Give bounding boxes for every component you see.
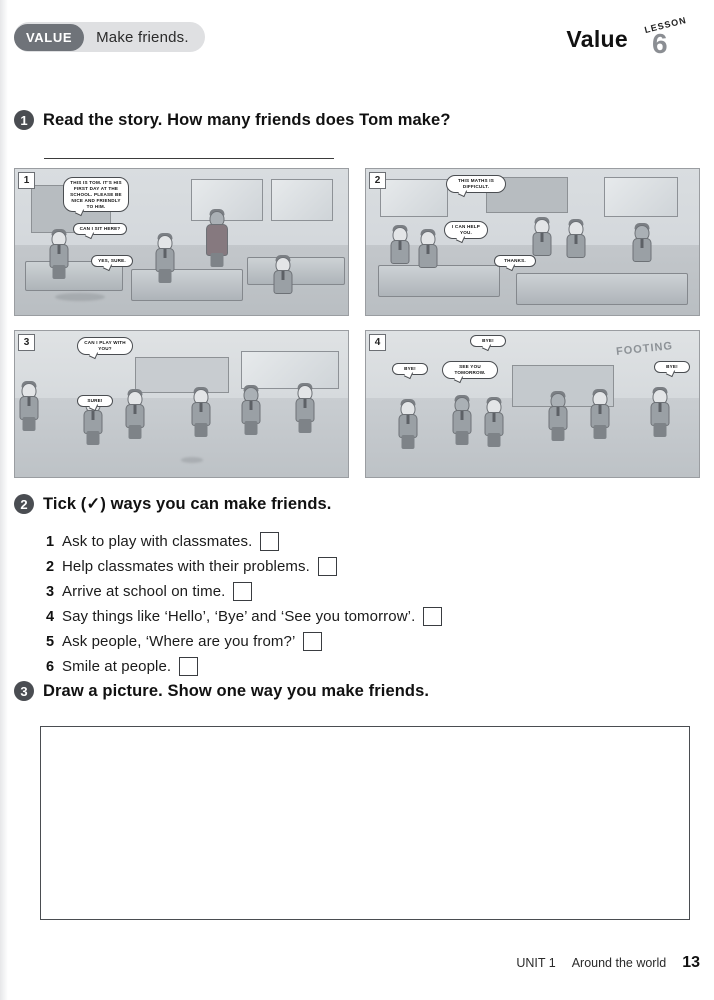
speech-bubble: CAN I SIT HERE? (73, 223, 127, 235)
exercise-2-number: 2 (14, 494, 34, 514)
panel-number: 2 (369, 172, 386, 189)
speech-bubble: BYE! (392, 363, 428, 375)
speech-bubble: BYE! (470, 335, 506, 347)
tick-checkbox[interactable] (179, 657, 198, 676)
list-item (46, 529, 686, 554)
comic-panel-1 (14, 168, 349, 316)
speech-bubble: SURE! (77, 395, 113, 407)
item-number: 1 (46, 533, 55, 550)
item-label: Help classmates with their problems. (62, 558, 310, 575)
desk (516, 273, 688, 305)
speech-bubble: THIS IS TOM. IT'S HIS FIRST DAY AT THE SCHOOL. PLEASE BE NICE AND FRIENDLY TO HIM. (63, 177, 129, 212)
speech-bubble: SEE YOU TOMORROW. (442, 361, 498, 379)
list-item (46, 579, 686, 604)
playground-wall (135, 357, 229, 393)
list-item (46, 629, 686, 654)
exercise-3-number: 3 (14, 681, 34, 701)
item-number: 5 (46, 633, 55, 650)
comic-panel-4 (365, 330, 700, 478)
item-label: Arrive at school on time. (62, 583, 226, 600)
list-item (46, 654, 686, 679)
tick-checkbox[interactable] (423, 607, 442, 626)
lesson-badge (638, 14, 700, 66)
exercise-1-number: 1 (14, 110, 34, 130)
speech-bubble: THIS MATHS IS DIFFICULT. (446, 175, 506, 193)
comic-panel-2 (365, 168, 700, 316)
list-item (46, 554, 686, 579)
desk (247, 257, 345, 285)
window (380, 179, 448, 217)
panel-number: 1 (18, 172, 35, 189)
footer-unit: UNIT 1 (516, 956, 556, 970)
item-number: 3 (46, 583, 55, 600)
item-label: Ask people, ‘Where are you from?’ (62, 633, 296, 650)
window (191, 179, 263, 221)
comic-strip (14, 168, 700, 478)
desk (131, 269, 243, 301)
exercise-1-instruction: Read the story. How many friends does Tom make? (43, 110, 451, 129)
lesson-label: LESSON (643, 14, 688, 36)
page-spine (0, 0, 8, 1000)
panel-number: 4 (369, 334, 386, 351)
speech-bubble: THANKS. (494, 255, 536, 267)
page-title: Value (566, 26, 628, 52)
lesson-number: 6 (652, 28, 668, 59)
value-statement: Make friends. (96, 28, 189, 46)
speech-bubble: YES, SURE. (91, 255, 133, 267)
exercise-1-heading (14, 110, 451, 130)
comic-panel-3 (14, 330, 349, 478)
item-label: Smile at people. (62, 658, 172, 675)
panel-number: 3 (18, 334, 35, 351)
item-label: Ask to play with classmates. (62, 533, 253, 550)
drawing-area[interactable] (40, 726, 690, 920)
exercise-3-heading (14, 681, 429, 701)
value-banner (14, 22, 205, 52)
ball (181, 457, 203, 463)
tick-checkbox[interactable] (233, 582, 252, 601)
value-tag-label: VALUE (14, 24, 84, 51)
list-item (46, 604, 686, 629)
item-number: 6 (46, 658, 55, 675)
window (271, 179, 333, 221)
page-number: 13 (682, 954, 700, 971)
page-footer (516, 954, 700, 972)
item-number: 4 (46, 608, 55, 625)
answer-line (44, 158, 334, 159)
tick-checkbox[interactable] (303, 632, 322, 651)
building-windows (241, 351, 339, 389)
desk (378, 265, 500, 297)
exercise-3-instruction: Draw a picture. Show one way you make friends. (43, 681, 430, 700)
speech-bubble: CAN I PLAY WITH YOU? (77, 337, 133, 355)
shadow (55, 293, 105, 301)
exercise-2-instruction: Tick (✓) ways you can make friends. (43, 495, 332, 513)
graffiti-text: FOOTING (615, 340, 674, 358)
tick-checkbox[interactable] (318, 557, 337, 576)
speech-bubble: I CAN HELP YOU. (444, 221, 488, 239)
speech-bubble: BYE! (654, 361, 690, 373)
item-label: Say things like ‘Hello’, ‘Bye’ and ‘See you tomorrow’. (62, 608, 416, 625)
tick-list (46, 529, 686, 679)
window (604, 177, 678, 217)
tick-checkbox[interactable] (260, 532, 279, 551)
footer-unit-title: Around the world (571, 956, 667, 970)
item-number: 2 (46, 558, 55, 575)
exercise-2-heading (14, 494, 331, 514)
